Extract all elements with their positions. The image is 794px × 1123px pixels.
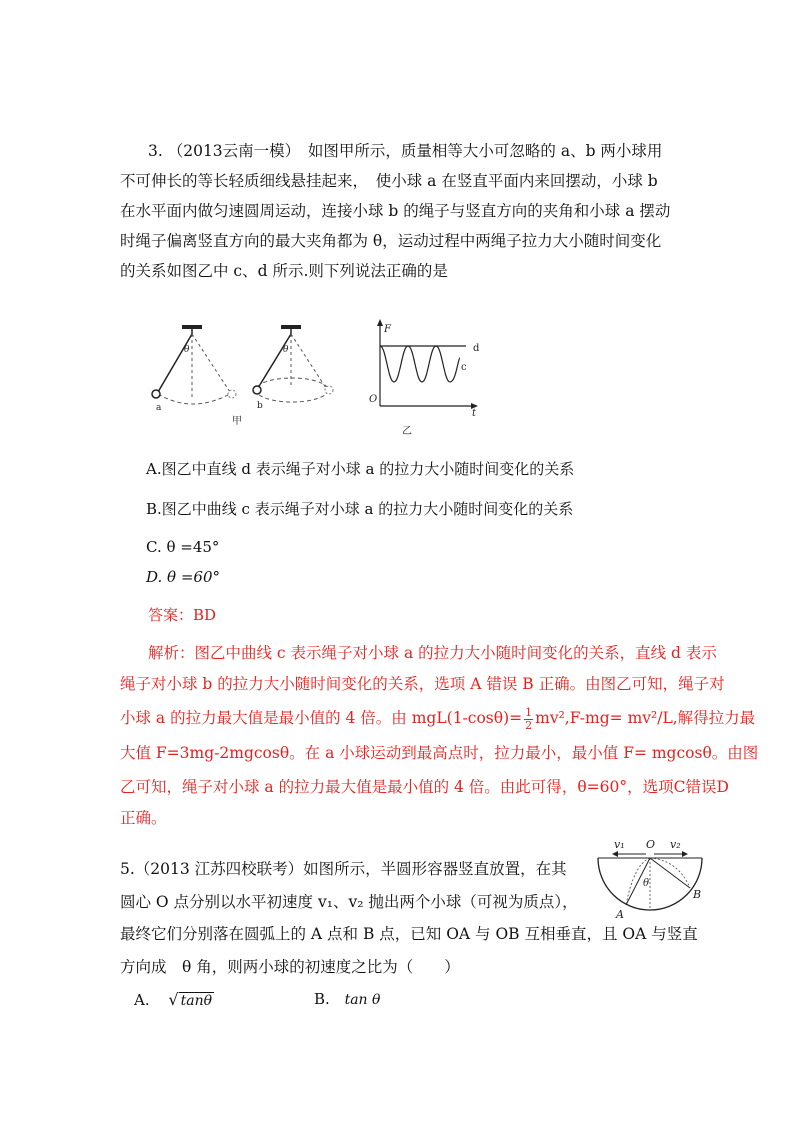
q3-line-4: 时绳子偏离竖直方向的最大夹角都为 θ，运动过程中两绳子拉力大小随时间变化 (120, 232, 662, 250)
axis-t-label: t (472, 408, 477, 419)
v2-label: v₂ (670, 838, 681, 851)
v1-label: v₁ (614, 838, 625, 851)
q5-line-1: 5.（2013 江苏四校联考）如图所示，半圆形容器竖直放置，在其 (120, 860, 567, 878)
jia-caption: 甲 (232, 416, 242, 427)
analysis-line-2: 绳子对小球 b 的拉力大小随时间变化的关系，选项 A 错误 B 正确。由图乙可知，绳子对 (120, 675, 725, 693)
q3-option-a: A.图乙中直线 d 表示绳子对小球 a 的拉力大小随时间变化的关系 (146, 460, 575, 478)
q5-option-b-label: B. (314, 990, 330, 1008)
fraction (524, 707, 533, 732)
curve-d-label: d (473, 343, 480, 354)
yi-caption: 乙 (402, 426, 412, 437)
q5-figure (590, 836, 710, 936)
origin-label: O (369, 394, 378, 405)
curve-c-label: c (461, 362, 467, 373)
q5-option-b (314, 990, 380, 1008)
analysis-line-5: 乙可知，绳子对小球 a 的拉力最大值是最小值的 4 倍。由此可得，θ=60°，选项C错误D (120, 778, 729, 796)
theta-label-a: θ (184, 345, 190, 355)
analysis-line-6: 正确。 (120, 809, 167, 827)
q3-figure (140, 318, 500, 438)
q5-option-b-value: tan θ (344, 992, 381, 1008)
q3-option-b: B.图乙中曲线 c 表示绳子对小球 a 的拉力大小随时间变化的关系 (146, 500, 574, 518)
ball-b-label: b (257, 401, 263, 411)
a-label: A (616, 908, 624, 921)
o-label: O (646, 838, 656, 851)
fraction-den: 2 (525, 718, 533, 732)
q3-line-3: 在水平面内做匀速圆周运动，连接小球 b 的绳子与竖直方向的夹角和小球 a 摆动 (120, 202, 671, 220)
q3-line-1: 3. （2013云南一模） 如图甲所示，质量相等大小可忽略的 a、b 两小球用 (148, 142, 663, 160)
q5-option-a (134, 990, 214, 1009)
q3-answer: 答案：BD (148, 606, 217, 624)
q3-option-d: D. θ =60° (146, 568, 220, 586)
analysis-line-3-pre: 小球 a 的拉力最大值是最小值的 4 倍。由 mgL(1-cosθ)= (120, 709, 523, 727)
b-label: B (693, 888, 702, 901)
axis-F-label: F (384, 324, 391, 335)
analysis-line-3 (120, 706, 755, 732)
q3-line-5: 的关系如图乙中 c、d 所示.则下列说法正确的是 (120, 262, 448, 280)
q5-theta-label: θ (643, 878, 650, 889)
analysis-line-1: 解析：图乙中曲线 c 表示绳子对小球 a 的拉力大小随时间变化的关系，直线 d 表示 (148, 644, 717, 662)
q3-option-c: C. θ =45° (146, 538, 220, 556)
theta-label-b: θ (283, 345, 289, 355)
q5-line-3: 最终它们分别落在圆弧上的 A 点和 B 点，已知 OA 与 OB 互相垂直，且 OA 与竖直 (120, 925, 698, 943)
sqrt-radicand: tanθ (180, 993, 213, 1009)
q5-line-4: 方向成 θ 角，则两小球的初速度之比为（ ） (120, 958, 460, 976)
q5-line-2: 圆心 O 点分别以水平初速度 v₁、v₂ 抛出两个小球（可视为质点）， (120, 893, 578, 911)
fraction-num: 1 (525, 705, 533, 719)
q5-option-a-label: A. (134, 991, 150, 1009)
q3-line-2: 不可伸长的等长轻质细线悬挂起来， 使小球 a 在竖直平面内来回摆动，小球 b (120, 172, 658, 190)
analysis-line-4: 大值 F=3mg-2mgcosθ。在 a 小球运动到最高点时，拉力最小，最小值 F= mgcosθ。由图 (120, 744, 759, 762)
ball-a-label: a (156, 403, 162, 413)
analysis-line-3-post: mv²,F-mg= mv²/L,解得拉力最 (535, 709, 756, 727)
sqrt-expression: √ tanθ (168, 990, 213, 1009)
